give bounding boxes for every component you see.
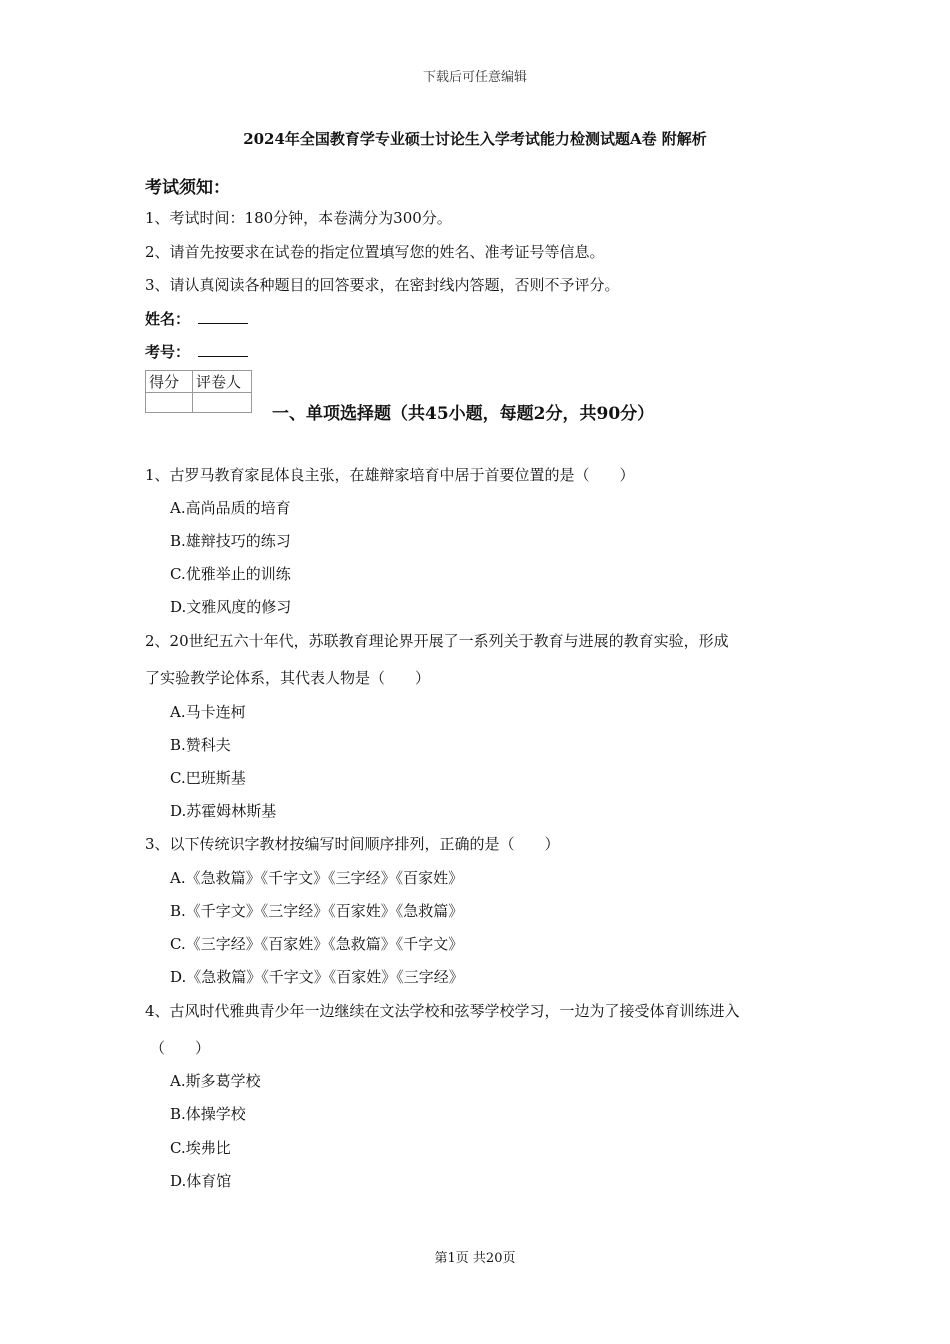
grader-header: 评卷人 (193, 371, 252, 393)
id-label: 考号： (145, 343, 191, 361)
question-option: B.《千字文》《三字经》《百家姓》《急救篇》 (170, 902, 464, 920)
question-option: B.赞科夫 (170, 736, 231, 754)
score-table (145, 370, 252, 413)
question-stem: 3、以下传统识字教材按编写时间顺序排列，正确的是（ ） (145, 835, 560, 853)
id-field (145, 341, 248, 362)
question-stem: 了实验教学论体系，其代表人物是（ ） (145, 669, 431, 687)
question-stem: 2、20世纪五六十年代，苏联教育理论界开展了一系列关于教育与进展的教育实验，形成 (145, 632, 729, 650)
name-label: 姓名： (145, 310, 191, 328)
question-stem: 4、古风时代雅典青少年一边继续在文法学校和弦琴学校学习，一边为了接受体育训练进入 (145, 1002, 740, 1020)
question-option: D.体育馆 (170, 1172, 232, 1190)
question-option: A.《急救篇》《千字文》《三字经》《百家姓》 (170, 869, 464, 887)
page-footer: 第1页 共20页 (434, 1251, 516, 1266)
question-option: D.《急救篇》《千字文》《百家姓》《三字经》 (170, 968, 464, 986)
question-option: A.马卡连柯 (170, 703, 246, 721)
id-blank[interactable] (198, 344, 248, 357)
question-option: C.《三字经》《百家姓》《急救篇》《千字文》 (170, 935, 464, 953)
notice-item: 3、请认真阅读各种题目的回答要求，在密封线内答题，否则不予评分。 (145, 276, 620, 294)
notice-item: 2、请首先按要求在试卷的指定位置填写您的姓名、准考证号等信息。 (145, 243, 605, 261)
question-option: A.高尚品质的培育 (170, 499, 291, 517)
notice-item: 1、考试时间：180分钟，本卷满分为300分。 (145, 209, 452, 227)
question-option: C.埃弗比 (170, 1139, 231, 1157)
question-stem: 1、古罗马教育家昆体良主张，在雄辩家培育中居于首要位置的是（ ） (145, 466, 635, 484)
question-option: B.体操学校 (170, 1105, 246, 1123)
question-option: A.斯多葛学校 (170, 1072, 261, 1090)
score-header: 得分 (146, 371, 193, 393)
score-cell[interactable] (146, 393, 193, 413)
name-blank[interactable] (198, 311, 248, 324)
grader-cell[interactable] (193, 393, 252, 413)
question-option: B.雄辩技巧的练习 (170, 532, 291, 550)
question-option: C.优雅举止的训练 (170, 565, 291, 583)
notice-heading: 考试须知： (145, 178, 230, 198)
question-stem: （ ） (150, 1039, 211, 1057)
header-note: 下载后可任意编辑 (422, 70, 527, 85)
question-option: C.巴班斯基 (170, 769, 246, 787)
name-field (145, 308, 248, 329)
question-option: D.文雅风度的修习 (170, 598, 292, 616)
question-option: D.苏霍姆林斯基 (170, 802, 277, 820)
document-title: 2024年全国教育学专业硕士讨论生入学考试能力检测试题A卷 附解析 (243, 130, 707, 148)
section-title: 一、单项选择题（共45小题，每题2分，共90分） (272, 404, 655, 424)
